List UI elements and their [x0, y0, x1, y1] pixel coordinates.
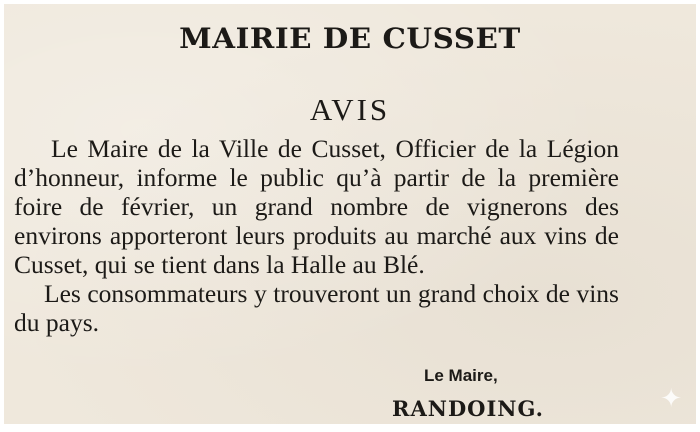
notice-sheet [4, 4, 696, 424]
header-title: MAIRIE DE CUSSET [179, 22, 521, 55]
closing-role: Le Maire, [424, 366, 498, 385]
signature: RANDOING. [392, 396, 544, 421]
notice-paragraph: Le Maire de la Ville de Cusset, Officier de la Légion d’honneur, informe le public qu’à partir de la première foire de février, un grand nombre de vignerons des environs apporteront leurs produits au marché aux vins de Cusset, qui se tient dans la Halle au Blé. [14, 134, 619, 279]
notice-title: AVIS [309, 92, 391, 127]
sparkle-icon: ✦ [660, 384, 682, 414]
notice-paragraph: Les consommateurs y trouveront un grand choix de vins du pays. [14, 279, 619, 337]
notice-body [14, 134, 619, 337]
